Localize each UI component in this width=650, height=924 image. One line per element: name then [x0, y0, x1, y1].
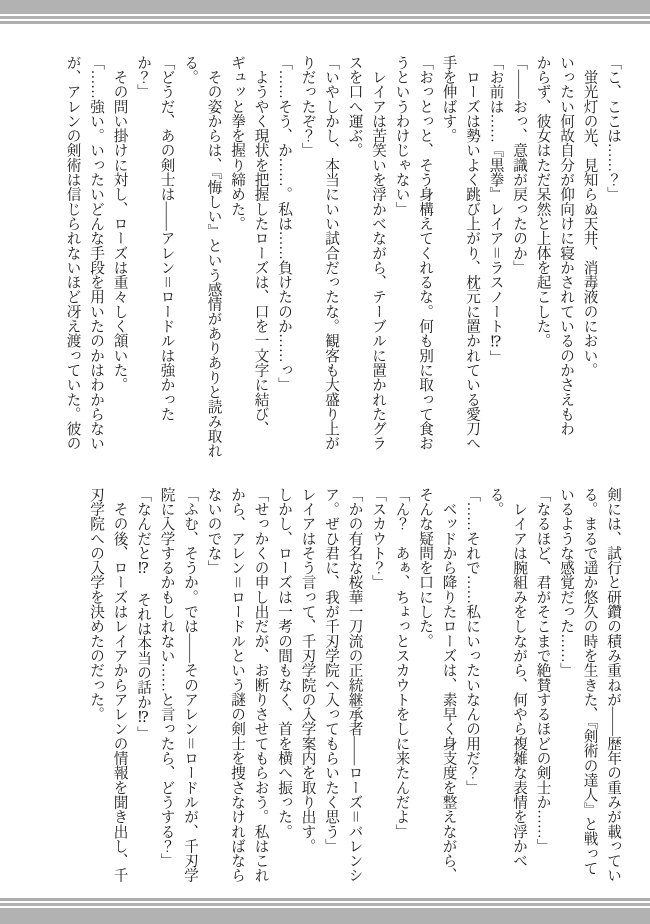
text-line: レイアは苦笑いを浮かべながら、テーブルに置かれたグラ: [370, 55, 386, 451]
text-line: その問い掛けに対し、ローズは重々しく頷いた。: [111, 55, 128, 392]
text-line: 剣には、試行と研鑽の積み重ねが――歴年の重みが載ってい: [605, 487, 621, 883]
text-line: 「ん？ あぁ、ちょっとスカウトをしに来たんだよ」: [393, 487, 410, 839]
text-line: スを口へ運ぶ。: [346, 55, 363, 158]
text-line: レイアはそう言って、千刃学院の入学案内を取り出す。: [299, 487, 316, 854]
text-line: 「かの有名な桜華一刀流の正統継承者――ローズ＝バレンシ: [346, 487, 363, 883]
text-line: 「……それで……私にいったいなんの用だ？」: [464, 487, 480, 795]
text-line: 「……そう、か……。私は……負けたのか……っ」: [276, 55, 292, 392]
text-line: ギュッと拳を握り締めた。: [229, 55, 245, 231]
text-line: ア。ぜひ君に、我が千刃学院へ入ってもらいたく思う」: [323, 487, 339, 854]
text-line: しかし、ローズは一考の間もなく、首を横へ振った。: [276, 487, 292, 839]
text-line: ようやく現状を把握したローズは、口を一文字に結び、: [252, 55, 269, 436]
text-line: 「――おっ、意識が戻ったのか」: [511, 55, 527, 275]
text-line: 院に入学するかもしれない……と言ったら、どうする？」: [158, 487, 175, 868]
text-line: りだったぞ？」: [299, 55, 316, 158]
text-line: その姿からは、『悔しい』という感情がありありと読み取れ: [205, 55, 222, 458]
text-line: ないのでな」: [205, 487, 222, 575]
text-line: 「いやしかし、本当にいい試合だったな。観客も大盛り上が: [323, 55, 339, 451]
text-line: 蛍光灯の光、見知らぬ天井、消毒液のにおい。: [581, 55, 598, 378]
text-line: レイアは腕組みをしながら、何やら複雑な表情を浮かべ: [511, 487, 527, 868]
text-line: うというわけじゃない」: [393, 55, 410, 217]
text-line: 「お前は……『黒拳』レイア＝ラスノート⁉」: [487, 55, 504, 366]
text-line: いるような感覚だった……」: [558, 487, 574, 678]
top-border-rule: [0, 0, 650, 25]
text-line: ローズは勢いよく跳び上がり、枕元に置かれている愛刀へ: [464, 55, 480, 451]
text-line: 「なるほど、君がそこまで絶賛するほどの剣士か……」: [534, 487, 551, 854]
text-line: が、アレンの剣術は信じられないほど冴え渡っていた。彼の: [64, 55, 81, 451]
text-line: その後、ローズはレイアからアレンの情報を聞き出し、千: [111, 487, 128, 883]
text-line: 「ふむ、そうか。では――そのアレン＝ロードルが、千刃学: [182, 487, 198, 883]
text-line: る。: [487, 487, 504, 517]
text-line: から、アレン＝ロードルという謎の剣士を捜さなければなら: [229, 487, 245, 883]
text-line: いったい何故自分が仰向けに寝かされているのかさえもわ: [558, 55, 574, 436]
text-line: そんな疑問を口にした。: [417, 487, 433, 649]
upper-text-block: [60, 55, 624, 457]
text-line: か？」: [135, 55, 151, 99]
text-line: 「……強い。いったいどんな手段を用いたのかはわからない: [88, 55, 104, 451]
lower-text-block: [84, 487, 625, 889]
text-line: る。: [182, 55, 198, 85]
text-line: 「どうだ、あの剣士は――アレン＝ロードルは強かった: [158, 55, 175, 422]
bottom-border-rule: [0, 897, 650, 924]
text-line: 「おっとっと、そう身構えてくれるな。何も別に取って食お: [417, 55, 433, 451]
text-line: 手を伸ばす。: [440, 55, 457, 143]
text-line: ベッドから降りたローズは、素早く身支度を整えながら、: [440, 487, 457, 883]
text-line: からず、彼女はただ呆然と上体を起こした。: [534, 55, 551, 348]
text-line: 「スカウト？」: [370, 487, 386, 590]
text-line: 「せっかくの申し出だが、お断りさせてもらおう。私はこれ: [252, 487, 269, 883]
text-line: 刃学院への入学を決めたのだった。: [88, 487, 104, 722]
text-line: 「なんだと⁉ それは本当の話か⁉」: [135, 487, 151, 741]
text-line: 「こ、ここは……？」: [605, 55, 621, 202]
text-line: る。まるで遥か悠久の時を生きた、『剣術の達人』と戦って: [581, 487, 598, 876]
